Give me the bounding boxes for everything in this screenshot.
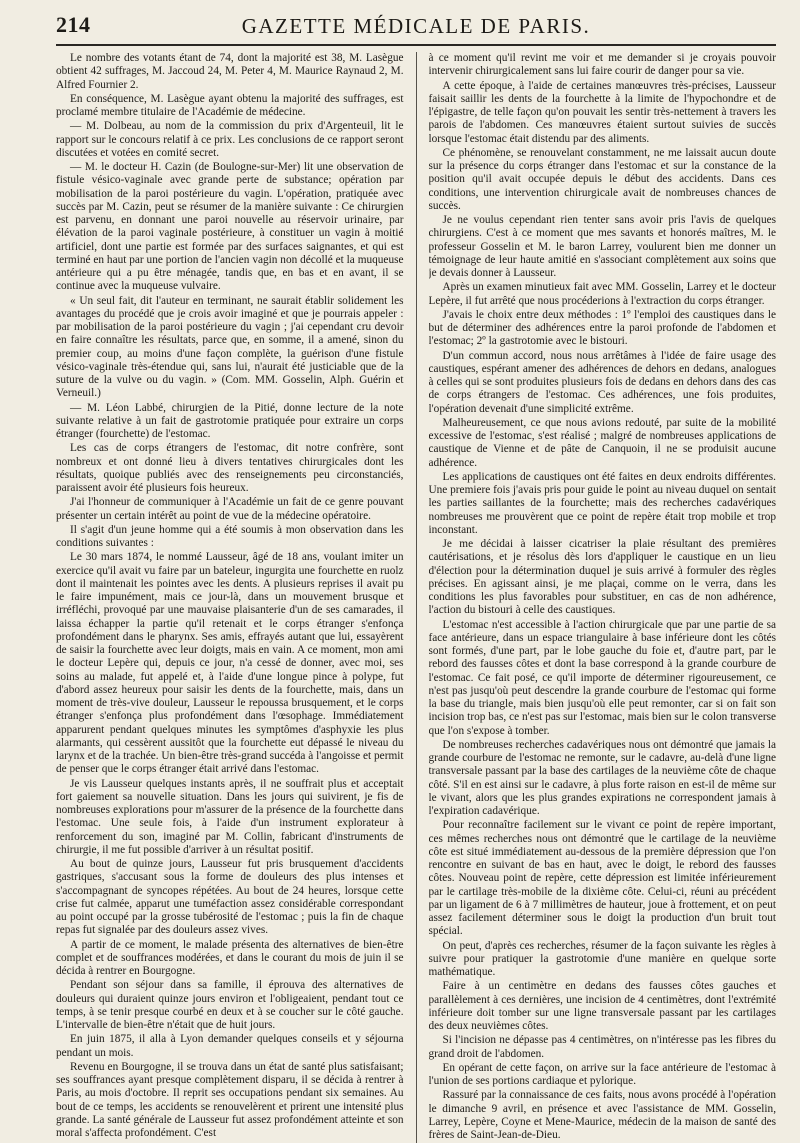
paragraph: Pour reconnaître facilement sur le vivant ce point de repère important, ces mêmes recherches nous ont démontré que le cartilage de la neuvième côte est situé immédiatement au-dessous de la première dépression que l'on rencontre en suivant de bas en haut, avec le doigt, le rebord des fausses côtes. Nouveau point de repère, cette dépression est limitée inférieurement par le cartilage très-mobile de la dixième côte. Celui-ci, réuni au précédent par un ligament de 6 à 7 millimètres de hauteur, joue à frottement, et on peut assez facilement déterminer sous le doigt la production d'un bruit tout spécial. bbox=[428, 819, 777, 938]
paragraph: L'estomac n'est accessible à l'action chirurgicale que par une partie de sa face antérieure, dans un espace triangulaire à base inférieure dont les côtés sont formés, d'une part, par le lobe gauche du foie et, d'autre part, par le rebord des fausses côtes et dont la base correspond à la grande courbure de l'estomac. Ce fait posé, ce qu'il importe de déterminer rigoureusement, ce n'est pas jusqu'où peut descendre la grande courbure de l'estomac qui forme la base du triangle, mais bien jusqu'où elle peut remonter, car si on fait son incision trop bas, ce n'est pas sur l'estomac, mais bien sur le colon transverse que l'on s'expose à tomber. bbox=[428, 618, 777, 737]
paragraph: A partir de ce moment, le malade présenta des alternatives de bien-être complet et de souffrances modérées, et dans le courant du mois de juin il se décida à rentrer en Bourgogne. bbox=[56, 938, 404, 977]
paragraph: Je ne voulus cependant rien tenter sans avoir pris l'avis de quelques chirurgiens. C'est à ce moment que mes savants et honorés maîtres, M. le professeur Gosselin et M. le baron Larrey, voulurent bien me donner un témoignage de leur haute amitié en s'associant complètement aux soins que je devais donner à Lausseur. bbox=[428, 214, 777, 279]
paragraph: Les cas de corps étrangers de l'estomac, dit notre confrère, sont nombreux et ont donné lieu à divers tentatives chirurgicales dont les résultats, quoique publiés avec des renseignements peu circonstanciés, paraissent avoir été plusieurs fois heureux. bbox=[56, 442, 404, 494]
paragraph: — M. Léon Labbé, chirurgien de la Pitié, donne lecture de la note suivante relative à un fait de gastrotomie pratiquée pour extraire un corps étranger (fourchette) de l'estomac. bbox=[56, 401, 404, 440]
paragraph: En juin 1875, il alla à Lyon demander quelques conseils et y séjourna pendant un mois. bbox=[56, 1033, 404, 1059]
paragraph: — M. le docteur H. Cazin (de Boulogne-sur-Mer) lit une observation de fistule vésico-vaginale avec grande perte de substance; opération par mobilisation de la paroi postérieure du vagin. L'opération, pratiquée avec succès par M. Cazin, peut se résumer de la manière suivante : Ce chirurgien est parvenu, en donnant une paroi nouvelle au réservoir urinaire, par élévation de la paroi vaginale postérieure, à constituer un vagin à moitié artificiel, dont une partie est formée par des surfaces saignantes, et qui est terminé en haut par une portion de l'ancien vagin non décollé et la muqueuse antérieure qui a pu être ménagée, tandis que, en bas et en avant, il se continue avec la muqueuse vulvaire. bbox=[56, 161, 404, 293]
column-divider bbox=[416, 52, 417, 1143]
right-column bbox=[429, 52, 777, 1143]
paragraph: « Un seul fait, dit l'auteur en terminant, ne saurait établir solidement les avantages du procédé que je crois avoir imaginé et que je pourrais appeler : par mobilisation de la paroi postérieure du vagin ; j'ai cependant cru devoir en faire connaître les résultats, parce que, en somme, il a amené, sinon du premier coup, au moins d'une façon complète, la guérison d'une fistule vésico-vaginale très-étendue qui, sans lui, n'aurait été justiciable que de la suture de la vulve ou du vagin. » (Com. MM. Gosselin, Alph. Guérin et Verneuil.) bbox=[56, 294, 404, 400]
paragraph: — M. Dolbeau, au nom de la commission du prix d'Argenteuil, lit le rapport sur le concours relatif à ce prix. Les conclusions de ce rapport seront discutées et votées en comité secret. bbox=[56, 120, 404, 159]
journal-title: GAZETTE MÉDICALE DE PARIS. bbox=[241, 14, 591, 38]
paragraph: Le nombre des votants étant de 74, dont la majorité est 38, M. Lasègue obtient 42 suffrages, M. Jaccoud 24, M. Peter 4, M. Maurice Raynaud 2, M. Alfred Fournier 2. bbox=[56, 52, 404, 91]
paragraph: Pendant son séjour dans sa famille, il éprouva des alternatives de douleurs qui duraient quinze jours environ et l'obligeaient, pendant tout ce temps, à se tenir presque courbé en deux et à se coucher sur le côté gauche. L'intervalle de bien-être n'était que de huit jours. bbox=[56, 979, 404, 1031]
paragraph: à ce moment qu'il revint me voir et me demander si je croyais pouvoir intervenir chirurgicalement sans lui faire courir de danger pour sa vie. bbox=[428, 52, 777, 78]
paragraph: Malheureusement, ce que nous avions redouté, par suite de la mobilité excessive de l'estomac, s'est réalisé ; malgré de nombreuses applications de caustique de Vienne et de pâte de Canquoin, il ne se produisit aucune adhérence. bbox=[428, 416, 777, 469]
paragraph: En conséquence, M. Lasègue ayant obtenu la majorité des suffrages, est proclamé membre titulaire de l'Académie de médecine. bbox=[56, 92, 404, 118]
paragraph: Au bout de quinze jours, Lausseur fut pris brusquement d'accidents gastriques, s'accusant sous la forme de douleurs des plus intenses et s'accompagnant de syncopes répétées. Au bout de 24 heures, lorsque cette crise fut calmée, apparut une tuméfaction assez considérable correspondant au point occupé par la grosse tubérosité de l'estomac ; puis la fin de chaque repas fut signalée par des douleurs assez vives. bbox=[56, 858, 404, 937]
paragraph: Les applications de caustiques ont été faites en deux endroits différentes. Une premiere fois j'avais pris pour guide le point au niveau duquel on sentait les parties saillantes de la fourchette; mais des recherches cadavériques nombreuses me prouvèrent que ce point de repère était trop mobile et trop inconstant. bbox=[428, 470, 777, 536]
left-column bbox=[56, 52, 404, 1143]
paragraph: J'avais le choix entre deux méthodes : 1º l'emploi des caustiques dans le but de déterminer des adhérences entre la paroi profonde de l'abdomen et l'estomac; 2º la gastrotomie avec le bistouri. bbox=[428, 308, 777, 348]
paragraph: Il s'agit d'un jeune homme qui a été soumis à mon observation dans les conditions suivantes : bbox=[56, 523, 404, 549]
paragraph: A cette époque, à l'aide de certaines manœuvres très-précises, Lausseur faisait saillir les dents de la fourchette à la limite de l'hypochondre et de l'épigastre, de telle façon qu'on pouvait les sentir très-nettement à travers les parois de l'abdomen. Ces manœuvres étaient surtout suivies de succès lorsque l'estomac était distendu par des aliments. bbox=[428, 79, 777, 145]
paragraph: Le 30 mars 1874, le nommé Lausseur, âgé de 18 ans, voulant imiter un exercice qu'il avait vu faire par un bateleur, ingurgita une fourchette en ruolz dont il maintenait les pointes avec les dents. A plusieurs reprises il avait pu le faire impunément, mais ce jour-là, dans un mouvement brusque et irréfléchi, provoqué par une mauvaise plaisanterie d'un de ses camarades, il laissa échapper la partie qu'il retenait et le corps étranger s'enfonça profondément dans le pharynx. Ses amis, effrayés autant que lui, essayèrent de saisir la fourchette avec leur doigts, mais en vain. A ce moment, mon ami le docteur Lepère qui, depuis ce jour, n'a cessé de donner, avec moi, ses soins au malade, fut appelé et, à l'aide d'une longue pince à polype, fut d'abord assez heureux pour saisir les dents de la fourchette, mais, dans un moment de très-vive douleur, Lausseur le repoussa brusquement, et le corps étranger s'enfonça plus profondément dans l'œsophage. Immédiatement apparurent pendant quelques minutes les symptômes d'asphyxie les plus alarmants, qui cessèrent aussitôt que la fourchette eut dépassé le niveau du larynx et de la trachée. Un bien-être très-grand succéda à l'angoisse et permit de penser que le corps étranger était arrivé dans l'estomac. bbox=[56, 551, 404, 776]
paragraph: Rassuré par la connaissance de ces faits, nous avons procédé à l'opération le dimanche 9 avril, en présence et avec l'assistance de MM. Gosselin, Larrey, Lepère, Coyne et Mene-Maurice, médecin de la maison de santé des frères de Saint-Jean-de-Dieu. bbox=[428, 1089, 777, 1141]
paragraph: Ce phénomène, se renouvelant constamment, ne me laissait aucun doute sur la présence du corps étranger dans l'estomac et sur la constance de la position qu'il avait occupée depuis le début des accidents. Dans ces conditions, une intervention chirurgicale avait de nombreuses chances de succès. bbox=[428, 146, 777, 212]
paragraph: Je me décidai à laisser cicatriser la plaie résultant des premières cautérisations, et je résolus dès lors d'appliquer le caustique en un lieu d'élection pour la détermination duquel je suis arrivé à formuler des règles précises. En agissant ainsi, je me plaçai, comme on le verra, dans les conditions les plus favorables pour substituer, en cas de non adhérence, l'action du bistouri à celle des caustiques. bbox=[428, 538, 777, 617]
paragraph: Après un examen minutieux fait avec MM. Gosselin, Larrey et le docteur Lepère, il fut arrêté que nous procéderions à l'extraction du corps étranger. bbox=[428, 281, 777, 307]
article-columns bbox=[56, 52, 776, 1143]
paragraph: D'un commun accord, nous nous arrêtâmes à l'idée de faire usage des caustiques, espérant amener des adhérences de dehors en dedans, analogues à celles qui se sont produites plusieurs fois de dedans en dehors dans des cas de corps étrangers de l'estomac. Ces adhérences, une fois produites, l'opération devenait d'une simplicité extrême. bbox=[428, 349, 777, 415]
page-number: 214 bbox=[56, 12, 91, 37]
paragraph: En opérant de cette façon, on arrive sur la face antérieure de l'estomac à l'union de ses portions cardiaque et pylorique. bbox=[428, 1061, 777, 1087]
page-header bbox=[56, 10, 776, 44]
paragraph: De nombreuses recherches cadavériques nous ont démontré que jamais la grande courbure de l'estomac ne remonte, sur le cadavre, au-delà d'une ligne transversale passant par la base des cartilages de la neuvième côte de chaque côté. S'il en est ainsi sur le cadavre, à plus forte raison en est-il de même sur le vivant, alors que les plus grandes expirations ne correspondent jamais à l'expiration cadavérique. bbox=[428, 738, 777, 817]
paragraph: On peut, d'après ces recherches, résumer de la façon suivante les règles à suivre pour pratiquer la gastrotomie d'une manière en quelque sorte mathématique. bbox=[428, 939, 777, 978]
paragraph: Revenu en Bourgogne, il se trouva dans un état de santé plus satisfaisant; ses souffrances ayant presque complètement disparu, il se décida à rentrer à Paris, au mois d'octobre. Il reprit ses occupations pendant six semaines. Au bout de ce temps, les accidents se renouvelèrent et prirent une intensité plus grande. La santé générale de Lausseur fut assez profondément atteinte et son moral s'affecta profondément. C'est bbox=[56, 1060, 404, 1139]
paragraph: Faire à un centimètre en dedans des fausses côtes gauches et parallèlement à ces dernières, une incision de 4 centimètres, dont l'extrémité inférieure doit tomber sur une ligne transversale passant par les cartilages des deux neuvièmes côtes. bbox=[428, 980, 777, 1032]
header-rule bbox=[56, 44, 776, 46]
paragraph: Si l'incision ne dépasse pas 4 centimètres, on n'intéresse pas les fibres du grand droit de l'abdomen. bbox=[428, 1034, 777, 1060]
paragraph: J'ai l'honneur de communiquer à l'Académie un fait de ce genre pouvant présenter un certain intérêt au point de vue de la médecine opératoire. bbox=[56, 496, 404, 522]
paragraph: Je vis Lausseur quelques instants après, il ne souffrait plus et acceptait fort gaiement sa nouvelle situation. Dans les jours qui suivirent, je fis de nombreuses explorations pour m'assurer de la présence de la fourchette dans l'estomac. Une seule fois, à l'aide d'un instrument explorateur à renforcement du son, imaginé par M. Collin, fabricant d'instruments de chirurgie, il me fut possible d'arriver à un résultat positif. bbox=[56, 777, 404, 856]
